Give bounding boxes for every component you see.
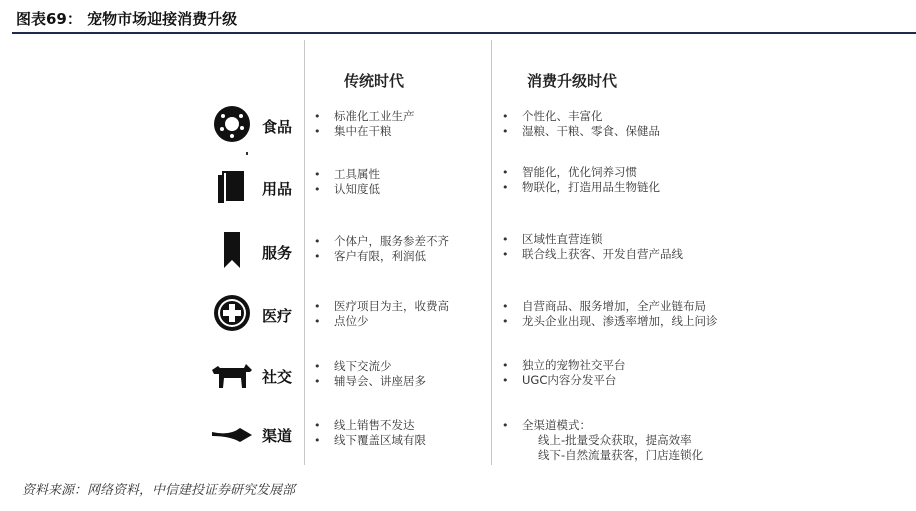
title-bar <box>0 0 916 34</box>
upgrade-list-channel <box>498 418 738 463</box>
traditional-list-social <box>310 359 480 389</box>
list-item: • 辅导会、讲座居多 <box>310 374 480 389</box>
list-item: • 个性化、丰富化 <box>498 109 738 124</box>
row-label-social: 社交 <box>262 368 293 386</box>
column-divider-right <box>491 40 492 465</box>
list-item: • 独立的宠物社交平台 <box>498 358 738 373</box>
upgrade-list-service <box>498 232 688 262</box>
column-header-consumption-upgrade: 消费升级时代 <box>527 72 618 90</box>
supplies-icon <box>210 166 254 206</box>
list-item: • 线下交流少 <box>310 359 480 374</box>
list-item: • 集中在干粮 <box>310 124 480 139</box>
traditional-list-food <box>310 109 480 139</box>
list-item: • 湿粮、干粮、零食、保健品 <box>498 124 738 139</box>
traditional-list-medical <box>310 299 460 329</box>
list-item: • 标准化工业生产 <box>310 109 480 124</box>
list-item: • 自营商品、服务增加，全产业链布局 <box>498 299 738 314</box>
list-item: • 线下覆盖区域有限 <box>310 433 480 448</box>
list-item: • 认知度低 <box>310 182 480 197</box>
list-item: 线上-批量受众获取，提高效率 <box>538 433 692 447</box>
row-label-supplies: 用品 <box>262 180 293 198</box>
column-header-traditional: 传统时代 <box>344 72 405 90</box>
list-item: • 点位少 <box>310 314 460 329</box>
traditional-list-supplies <box>310 167 480 197</box>
list-item: • 个体户，服务参差不齐 <box>310 234 480 249</box>
list-item: 线下-自然流量获客，门店连锁化 <box>538 448 704 462</box>
food-bowl-icon <box>210 104 254 144</box>
row-label-service: 服务 <box>262 244 293 262</box>
column-divider-left <box>304 40 305 465</box>
row-label-channel: 渠道 <box>262 427 293 445</box>
list-item: • 全渠道模式： <box>498 418 738 433</box>
list-item: • 物联化，打造用品生物链化 <box>498 180 738 195</box>
traditional-list-service <box>310 234 480 264</box>
list-item: • UGC内容分发平台 <box>498 373 738 388</box>
traditional-list-channel <box>310 418 480 448</box>
row-label-food: 食品 <box>262 118 293 136</box>
list-item: • 智能化，优化饲养习惯 <box>498 165 738 180</box>
upgrade-list-medical <box>498 299 738 329</box>
list-item: • 医疗项目为主，收费高 <box>310 299 460 314</box>
list-item: • 联合线上获客、开发自营产品线 <box>498 247 688 262</box>
list-item: • 线上销售不发达 <box>310 418 480 433</box>
upgrade-list-supplies <box>498 165 738 195</box>
title-divider <box>12 32 916 34</box>
bookmark-icon <box>210 230 254 270</box>
list-item: • 工具属性 <box>310 167 480 182</box>
source-note: 资料来源：网络资料，中信建投证券研究发展部 <box>22 483 296 498</box>
upgrade-list-food <box>498 109 738 139</box>
medical-cross-icon <box>210 293 254 333</box>
list-item: • 区域性直营连锁 <box>498 232 688 247</box>
dog-icon <box>210 356 254 396</box>
decorative-dot <box>246 152 248 155</box>
upgrade-list-social <box>498 358 738 388</box>
row-label-medical: 医疗 <box>262 307 293 325</box>
list-item: • 客户有限，利润低 <box>310 249 480 264</box>
list-item: • 龙头企业出现、渗透率增加，线上问诊 <box>498 314 738 329</box>
arrow-icon <box>210 414 254 454</box>
page-title: 图表69： 宠物市场迎接消费升级 <box>16 10 238 28</box>
